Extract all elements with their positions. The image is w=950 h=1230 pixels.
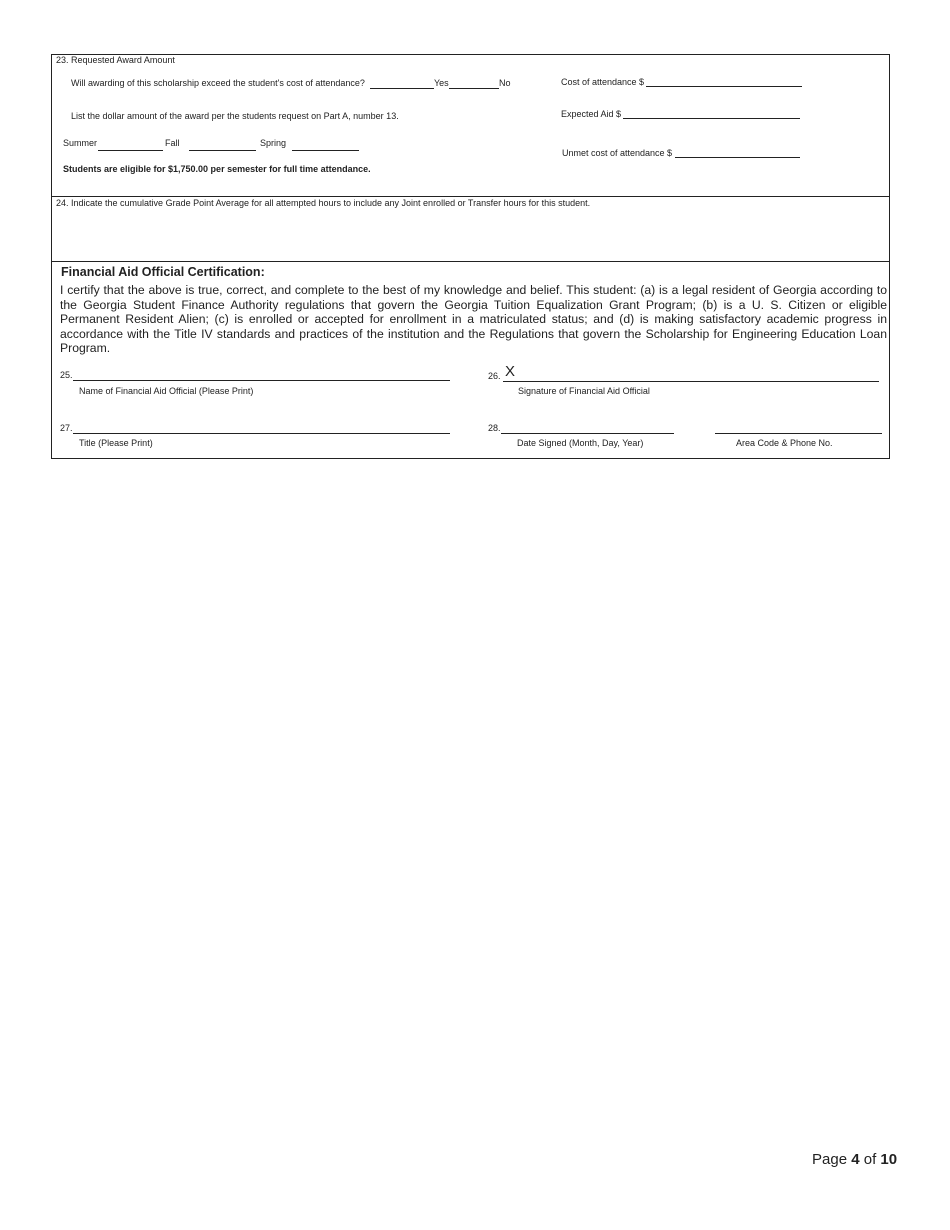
- no-label: No: [499, 78, 511, 88]
- fall-amount-field[interactable]: [189, 150, 256, 151]
- unmet-cost-label: Unmet cost of attendance $: [562, 148, 673, 158]
- expected-aid-field[interactable]: [623, 118, 800, 119]
- certification-title: Financial Aid Official Certification:: [61, 265, 265, 279]
- official-name-label: Name of Financial Aid Official (Please Print): [79, 386, 254, 396]
- exceed-no-field[interactable]: [449, 88, 499, 89]
- field-26-number: 26.: [488, 371, 501, 381]
- cost-of-attendance-field[interactable]: [646, 86, 802, 87]
- page-prefix: Page: [812, 1151, 848, 1168]
- official-title-label: Title (Please Print): [79, 438, 153, 448]
- yes-label: Yes: [434, 78, 449, 88]
- summer-label: Summer: [63, 138, 98, 148]
- field-25-number: 25.: [60, 370, 73, 380]
- official-title-field[interactable]: [73, 433, 450, 434]
- expected-aid-label: Expected Aid $: [561, 109, 622, 119]
- official-name-field[interactable]: [73, 380, 450, 381]
- spring-amount-field[interactable]: [292, 150, 359, 151]
- exceed-yes-field[interactable]: [370, 88, 434, 89]
- spring-label: Spring: [260, 138, 287, 148]
- certification-body: I certify that the above is true, correct, and complete to the best of my knowledge and belief. This student: (a) is a legal resident of Georgia according to the Georgia Student Finance Authority regulations that govern the Georgia Tuition Equalization Grant Program; (b) is a U. S. Citizen or eligible Permanent Resident Alien; (c) is enrolled or accepted for enrollment in a matriculated status; and (d) is making satisfactory academic progress in accordance with the Title IV standards and practices of the institution and the Regulations that govern the Scholarship for Engineering Education Loan Program.: [60, 283, 887, 356]
- section-23-box: [51, 54, 890, 197]
- cost-of-attendance-label: Cost of attendance $: [561, 77, 645, 87]
- signature-x-mark: X: [505, 363, 516, 380]
- summer-amount-field[interactable]: [98, 150, 163, 151]
- official-signature-field[interactable]: [503, 381, 879, 382]
- fall-label: Fall: [165, 138, 180, 148]
- list-award-instruction: List the dollar amount of the award per the students request on Part A, number 13.: [71, 111, 399, 121]
- eligibility-note: Students are eligible for $1,750.00 per semester for full time attendance.: [63, 164, 371, 174]
- page-number: [812, 1151, 897, 1168]
- phone-label: Area Code & Phone No.: [736, 438, 833, 448]
- field-28-number: 28.: [488, 423, 501, 433]
- official-signature-label: Signature of Financial Aid Official: [518, 386, 650, 396]
- field-27-number: 27.: [60, 423, 73, 433]
- section-23-heading: 23. Requested Award Amount: [56, 55, 175, 65]
- page-total: 10: [880, 1151, 898, 1168]
- section-24-text: 24. Indicate the cumulative Grade Point Average for all attempted hours to include any Joint enrolled or Transfer hours for this student.: [56, 198, 591, 208]
- unmet-cost-field[interactable]: [675, 157, 800, 158]
- date-signed-label: Date Signed (Month, Day, Year): [517, 438, 644, 448]
- date-signed-field[interactable]: [501, 433, 674, 434]
- page-current: 4: [851, 1151, 860, 1168]
- exceed-cost-question: Will awarding of this scholarship exceed the student's cost of attendance?: [71, 78, 365, 88]
- page-of: of: [863, 1151, 877, 1168]
- phone-field[interactable]: [715, 433, 882, 434]
